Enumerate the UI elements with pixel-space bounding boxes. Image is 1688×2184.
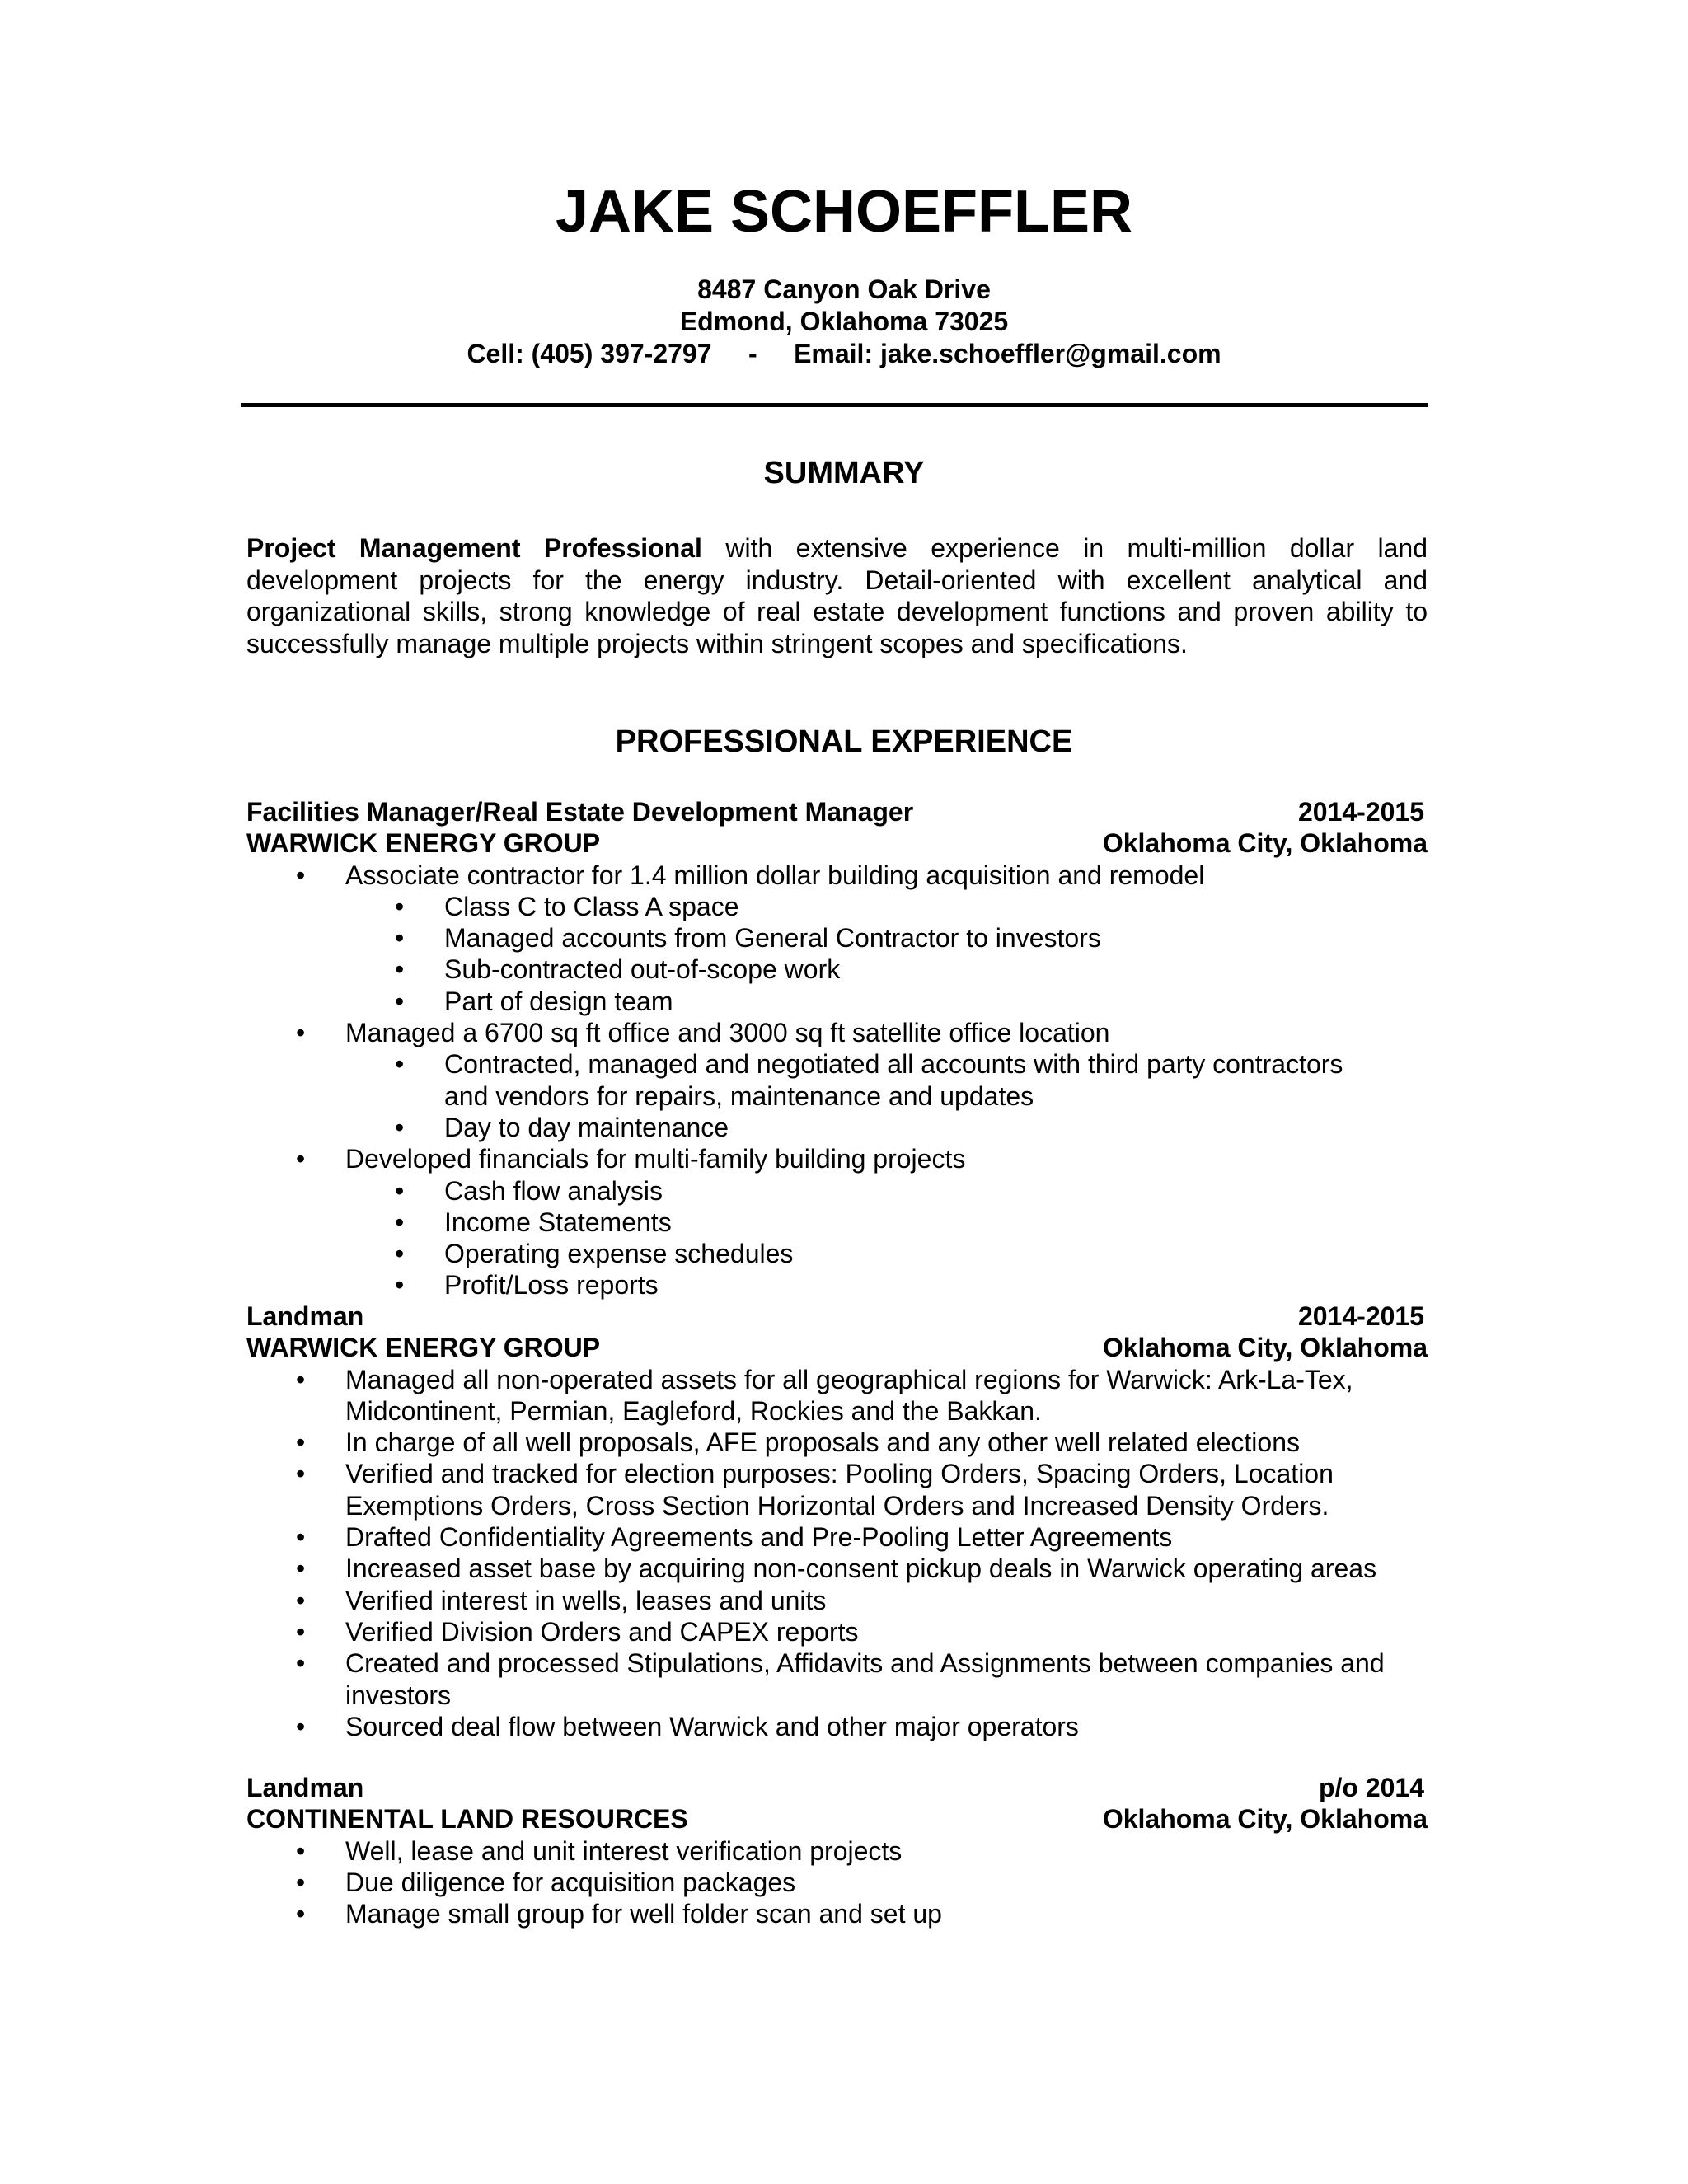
- list-item: • Verified Division Orders and CAPEX reports: [246, 1616, 1428, 1647]
- job-company: WARWICK ENERGY GROUP: [246, 828, 601, 859]
- list-item: • Well, lease and unit interest verification projects: [246, 1835, 1428, 1867]
- job-title: Facilities Manager/Real Estate Development Manager: [246, 797, 914, 827]
- list-item: • Cash flow analysis: [345, 1175, 1428, 1207]
- job-bullet-list: [246, 1364, 1428, 1743]
- summary-paragraph: [246, 532, 1428, 659]
- list-item: • Profit/Loss reports: [345, 1269, 1428, 1301]
- job-entry: [246, 1301, 1428, 1742]
- list-item: [246, 1017, 1428, 1143]
- bullet-text: Managed a 6700 sq ft office and 3000 sq ft satellite office location: [345, 1018, 1110, 1048]
- sub-bullet-list: [345, 1048, 1428, 1143]
- job-location: Oklahoma City, Oklahoma: [1102, 1333, 1428, 1363]
- phone-email-line: Cell: (405) 397-2797 - Email: jake.schoeffler@gmail.com: [467, 339, 1221, 368]
- list-item: • Drafted Confidentiality Agreements and Pre-Pooling Letter Agreements: [246, 1521, 1428, 1553]
- list-item: • Income Statements: [345, 1207, 1428, 1238]
- job-company: WARWICK ENERGY GROUP: [246, 1333, 601, 1363]
- job-company: CONTINENTAL LAND RESOURCES: [246, 1804, 688, 1835]
- experience-heading: PROFESSIONAL EXPERIENCE: [615, 724, 1073, 759]
- header-divider: [241, 403, 1428, 407]
- job-bullet-list: [246, 860, 1428, 1301]
- job-dates: 2014-2015: [1297, 797, 1424, 827]
- job-title: Landman: [246, 1773, 364, 1802]
- job-company-row: [246, 827, 1428, 859]
- list-item: • Created and processed Stipulations, Affidavits and Assignments between companies and investors: [246, 1647, 1428, 1711]
- job-company-row: [246, 1332, 1428, 1363]
- list-item: [246, 860, 1428, 1017]
- job-title-row: [246, 1301, 1428, 1332]
- job-title-row: [246, 796, 1428, 827]
- list-item: • Verified interest in wells, leases and units: [246, 1585, 1428, 1616]
- job-location: Oklahoma City, Oklahoma: [1102, 828, 1428, 859]
- list-item: [246, 1143, 1428, 1301]
- list-item: • Operating expense schedules: [345, 1238, 1428, 1269]
- list-item: • Contracted, managed and negotiated all accounts with third party contractors and vendors for repairs, maintenance and updates: [345, 1048, 1428, 1112]
- list-item: • Manage small group for well folder scan and set up: [246, 1898, 1428, 1929]
- job-company-row: [246, 1803, 1428, 1835]
- address-line-2: Edmond, Oklahoma 73025: [679, 307, 1009, 336]
- list-item: • Class C to Class A space: [345, 891, 1428, 922]
- list-item: • Increased asset base by acquiring non-consent pickup deals in Warwick operating areas: [246, 1553, 1428, 1584]
- bullet-text: Developed financials for multi-family building projects: [345, 1144, 966, 1174]
- summary-heading: SUMMARY: [763, 456, 925, 490]
- sub-bullet-list: [345, 891, 1428, 1017]
- list-item: • Sub-contracted out-of-scope work: [345, 954, 1428, 985]
- job-entry: [246, 1772, 1428, 1929]
- job-location: Oklahoma City, Oklahoma: [1102, 1804, 1428, 1835]
- bullet-text: Associate contractor for 1.4 million dollar building acquisition and remodel: [345, 860, 1205, 890]
- job-title-row: [246, 1772, 1428, 1803]
- job-title: Landman: [246, 1301, 364, 1331]
- job-dates: p/o 2014: [1318, 1773, 1424, 1802]
- list-item: • In charge of all well proposals, AFE proposals and any other well related elections: [246, 1427, 1428, 1458]
- job-dates: 2014-2015: [1297, 1301, 1424, 1331]
- list-item: • Managed all non-operated assets for all geographical regions for Warwick: Ark-La-Tex, Midcontinent, Permian, Eagleford, Rockies and the Bakkan.: [246, 1364, 1428, 1427]
- list-item: • Day to day maintenance: [345, 1112, 1428, 1143]
- summary-lead: Project Management Professional: [246, 533, 702, 563]
- list-item: • Due diligence for acquisition packages: [246, 1867, 1428, 1898]
- list-item: • Verified and tracked for election purposes: Pooling Orders, Spacing Orders, Location Exemptions Orders, Cross Section Horizontal Orders and Increased Density Orders.: [246, 1458, 1428, 1521]
- candidate-name: JAKE SCHOEFFLER: [555, 179, 1133, 245]
- list-item: • Sourced deal flow between Warwick and other major operators: [246, 1711, 1428, 1742]
- job-bullet-list: [246, 1835, 1428, 1930]
- sub-bullet-list: [345, 1175, 1428, 1301]
- address-line-1: 8487 Canyon Oak Drive: [697, 274, 991, 304]
- contact-block: [0, 274, 1688, 370]
- list-item: • Managed accounts from General Contractor to investors: [345, 922, 1428, 954]
- job-entry: [246, 796, 1428, 1301]
- list-item: • Part of design team: [345, 986, 1428, 1017]
- summary-body: with extensive experience in multi-million dollar land development projects for the energy industry. Detail-oriented with excellent analytical and organizational skills, strong knowledge of real estate development functions and proven ability to successfully manage multiple projects within stringent scopes and specifications.: [246, 533, 1428, 658]
